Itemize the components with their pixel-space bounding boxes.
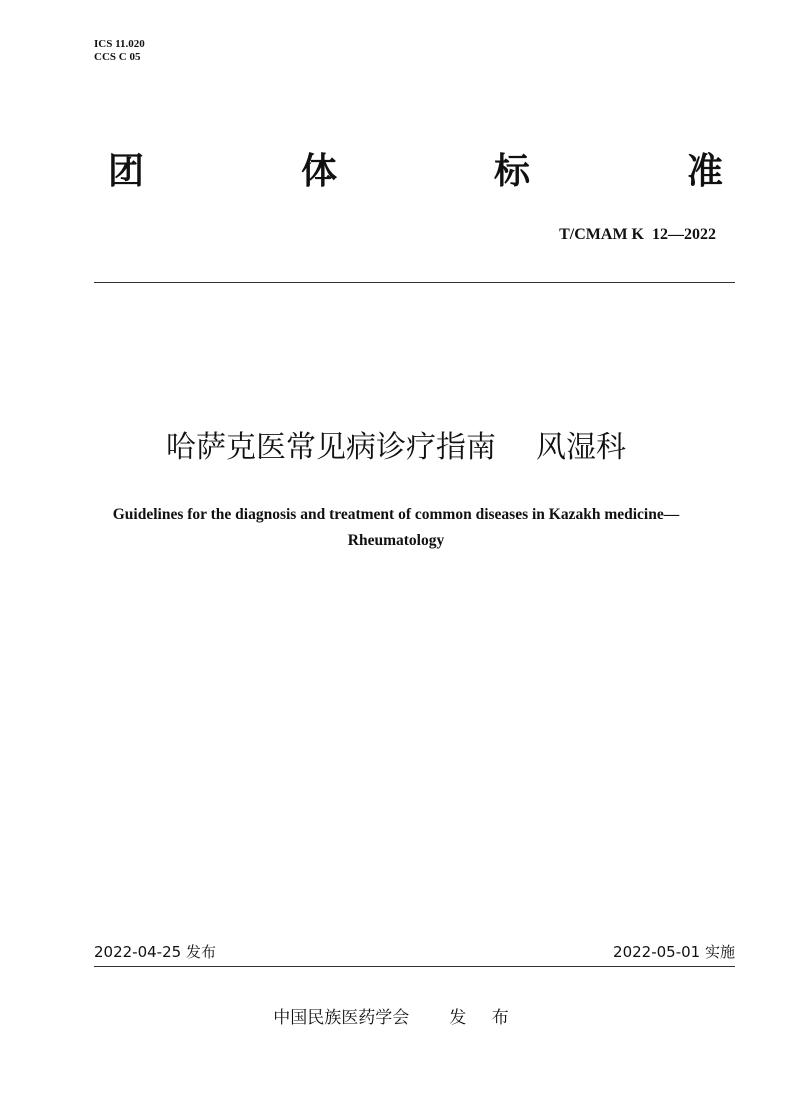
chinese-title-main: 哈萨克医常见病诊疗指南 — [166, 430, 496, 465]
title-char: 团 — [108, 151, 145, 192]
bottom-divider — [94, 966, 735, 967]
publisher-name: 中国民族医药学会 — [273, 1008, 410, 1028]
issue-date: 2022-04-25 发布 — [94, 943, 216, 961]
chinese-title — [0, 427, 792, 469]
english-title — [60, 502, 732, 554]
top-divider — [94, 282, 735, 283]
ics-code: ICS 11.020 — [94, 38, 145, 50]
publisher-line — [0, 1006, 792, 1030]
title-char: 准 — [686, 151, 723, 192]
english-title-line2: Rheumatology — [347, 532, 445, 549]
document-type-title — [108, 148, 723, 196]
implementation-date: 2022-05-01 实施 — [613, 943, 735, 961]
title-char: 标 — [493, 151, 530, 192]
ccs-code: CCS C 05 — [94, 51, 141, 63]
title-char: 体 — [300, 151, 337, 192]
chinese-title-sub: 风湿科 — [536, 430, 626, 465]
english-title-line1: Guidelines for the diagnosis and treatment of common diseases in Kazakh medicine— — [112, 506, 680, 523]
publisher-action: 发 布 — [449, 1008, 519, 1028]
classification-codes — [94, 38, 145, 64]
standard-number: T/CMAM K 12—2022 — [559, 226, 716, 243]
